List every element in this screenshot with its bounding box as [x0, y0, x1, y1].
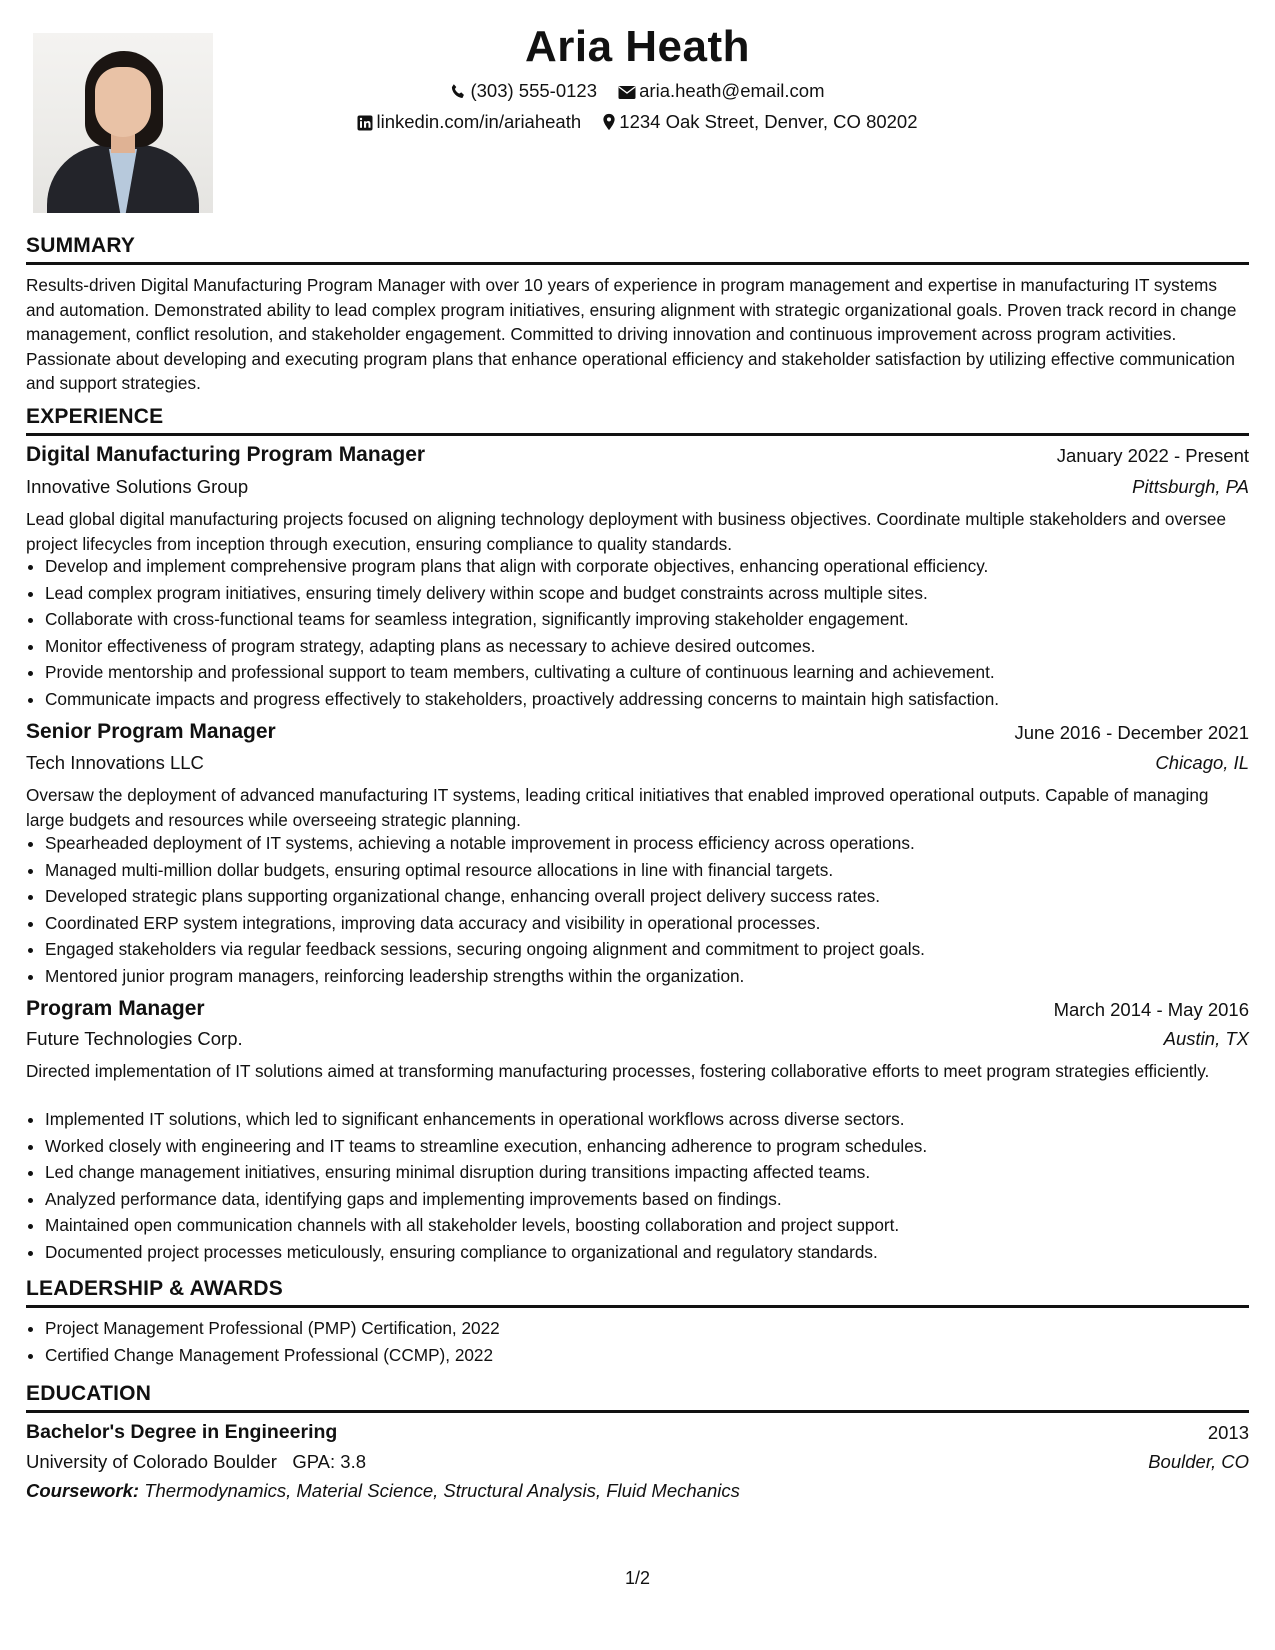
- job-location: Pittsburgh, PA: [1132, 476, 1249, 497]
- list-item: • Managed multi-million dollar budgets, ensuring optimal resource allocations in line with financial targets.: [45, 857, 1268, 884]
- job-bullets: [26, 830, 1268, 990]
- map-pin-icon: [602, 113, 616, 131]
- contact-phone: [450, 80, 597, 102]
- list-item: • Project Management Professional (PMP) Certification, 2022: [45, 1315, 1268, 1342]
- contact-linkedin: [357, 111, 581, 133]
- contact-email: [618, 80, 824, 102]
- list-item: • Certified Change Management Professional (CCMP), 2022: [45, 1342, 1268, 1369]
- summary-heading: SUMMARY: [26, 234, 1249, 265]
- job-dates: March 2014 - May 2016: [1053, 999, 1249, 1020]
- list-item: • Engaged stakeholders via regular feedback sessions, securing ongoing alignment and commitment to project goals.: [45, 936, 1268, 963]
- list-item: • Lead complex program initiatives, ensuring timely delivery within scope and budget constraints across multiple sites.: [45, 580, 1268, 607]
- job-company: Tech Innovations LLC: [26, 752, 204, 773]
- leadership-list: [26, 1315, 1268, 1368]
- list-item: • Worked closely with engineering and IT teams to streamline execution, enhancing adherence to program schedules.: [45, 1133, 1268, 1160]
- job-company: Innovative Solutions Group: [26, 476, 249, 497]
- contact-address: [602, 111, 917, 133]
- contact-line-2: [0, 111, 1275, 133]
- phone-text: (303) 555-0123: [470, 80, 597, 101]
- list-item: • Mentored junior program managers, reinforcing leadership strengths within the organization.: [45, 963, 1268, 990]
- job-title: Senior Program Manager: [26, 720, 276, 743]
- list-item: • Maintained open communication channels with all stakeholder levels, boosting collaboration and project support.: [45, 1212, 1268, 1239]
- list-item: • Coordinated ERP system integrations, improving data accuracy and visibility in operational processes.: [45, 910, 1268, 937]
- linkedin-link[interactable]: linkedin.com/in/ariaheath: [376, 111, 582, 132]
- list-item: • Developed strategic plans supporting organizational change, enhancing overall project delivery success rates.: [45, 883, 1268, 910]
- list-item: • Implemented IT solutions, which led to significant enhancements in operational workflows across diverse sectors.: [45, 1106, 1268, 1133]
- job-company: Future Technologies Corp.: [26, 1028, 243, 1049]
- job-dates: January 2022 - Present: [1056, 445, 1249, 466]
- coursework-label: Coursework:: [26, 1480, 140, 1501]
- list-item: • Provide mentorship and professional support to team members, cultivating a culture of continuous learning and achievement.: [45, 659, 1268, 686]
- job-description: Lead global digital manufacturing projects focused on aligning technology deployment with business objectives. Coordinate multiple stakeholders and oversee project lifecycles from inception through execution, ensuring compliance to quality standards.: [26, 509, 1227, 554]
- job-location: Austin, TX: [1163, 1028, 1249, 1049]
- list-item: • Monitor effectiveness of program strategy, adapting plans as necessary to achieve desired outcomes.: [45, 633, 1268, 660]
- job-dates: June 2016 - December 2021: [1014, 722, 1249, 743]
- education-gpa: GPA: 3.8: [292, 1451, 367, 1472]
- linkedin-icon: [357, 115, 373, 131]
- summary-text: Results-driven Digital Manufacturing Program Manager with over 10 years of experience in program management and expertise in manufacturing IT systems and automation. Demonstrated ability to lead complex program initiatives, ensuring alignment with strategic organizational goals. Proven track record in change management, conflict resolution, and stakeholder engagement. Committed to driving innovation and continuous improvement across program activities. Passionate about developing and executing program plans that enhance operational efficiency and stakeholder satisfaction by utilizing effective communication and support strategies.: [26, 275, 1237, 394]
- list-item: • Led change management initiatives, ensuring minimal disruption during transitions impacting affected teams.: [45, 1159, 1268, 1186]
- candidate-name: Aria Heath: [524, 22, 751, 71]
- email-link[interactable]: aria.heath@email.com: [639, 80, 825, 101]
- list-item: • Develop and implement comprehensive program plans that align with corporate objectives, enhancing operational efficiency.: [45, 553, 1268, 580]
- education-school-line: [26, 1451, 366, 1473]
- leadership-heading: LEADERSHIP & AWARDS: [26, 1277, 1249, 1308]
- education-school: University of Colorado Boulder: [26, 1451, 277, 1472]
- envelope-icon: [618, 85, 636, 100]
- coursework-text: Thermodynamics, Material Science, Structural Analysis, Fluid Mechanics: [144, 1480, 740, 1501]
- job-description: Directed implementation of IT solutions aimed at transforming manufacturing processes, fostering collaborative efforts to meet program strategies efficiently.: [26, 1061, 1210, 1081]
- list-item: • Documented project processes meticulously, ensuring compliance to organizational and regulatory standards.: [45, 1239, 1268, 1266]
- job-description: Oversaw the deployment of advanced manufacturing IT systems, leading critical initiatives that enabled improved operational outputs. Capable of managing large budgets and resources while overseeing strategic planning.: [26, 785, 1209, 830]
- experience-heading: EXPERIENCE: [26, 405, 1249, 436]
- job-location: Chicago, IL: [1155, 752, 1249, 773]
- education-heading: EDUCATION: [26, 1382, 1249, 1413]
- job-bullets: [26, 553, 1268, 713]
- education-location: Boulder, CO: [1148, 1451, 1249, 1472]
- list-item: • Collaborate with cross-functional teams for seamless integration, significantly improving stakeholder engagement.: [45, 606, 1268, 633]
- education-coursework: [26, 1480, 740, 1502]
- job-title: Program Manager: [26, 997, 205, 1020]
- list-item: • Analyzed performance data, identifying gaps and implementing improvements based on findings.: [45, 1186, 1268, 1213]
- phone-icon: [450, 83, 467, 100]
- page-number: 1/2: [624, 1568, 651, 1588]
- contact-line-1: [0, 80, 1275, 102]
- education-degree: Bachelor's Degree in Engineering: [26, 1421, 338, 1443]
- education-year: 2013: [1207, 1422, 1249, 1443]
- job-bullets: [26, 1106, 1268, 1266]
- list-item: • Communicate impacts and progress effectively to stakeholders, proactively addressing concerns to maintain high satisfaction.: [45, 686, 1268, 713]
- list-item: • Spearheaded deployment of IT systems, achieving a notable improvement in process efficiency across operations.: [45, 830, 1268, 857]
- job-title: Digital Manufacturing Program Manager: [26, 443, 426, 466]
- address-text: 1234 Oak Street, Denver, CO 80202: [619, 111, 918, 132]
